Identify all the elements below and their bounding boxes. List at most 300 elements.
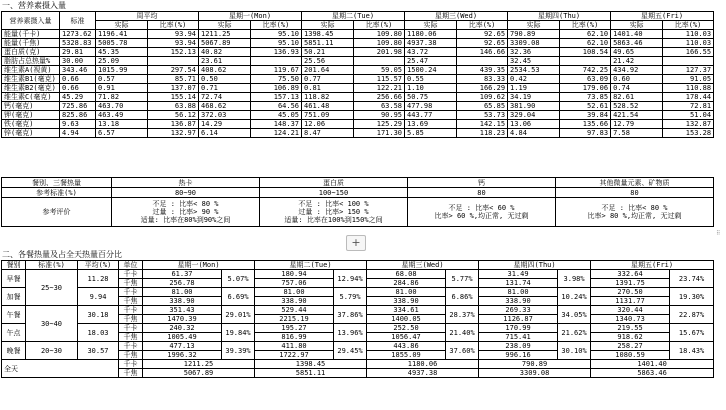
kj-value: 757.06 bbox=[255, 279, 334, 288]
actual-value: 372.03 bbox=[199, 111, 251, 120]
ratio-value: 127.37 bbox=[663, 66, 714, 75]
meal-header: 餐别 bbox=[2, 261, 26, 270]
actual-value: 461.48 bbox=[302, 102, 354, 111]
actual-value: 1196.41 bbox=[96, 30, 148, 39]
ratio-value: 146.66 bbox=[457, 48, 508, 57]
table-row bbox=[2, 48, 714, 57]
actual-subheader: 实际 bbox=[199, 21, 251, 30]
kj-value: 338.90 bbox=[143, 297, 222, 306]
nutrient-name: 维生素C(毫克) bbox=[2, 93, 60, 102]
reference-standard-table bbox=[1, 177, 714, 227]
kcal-value: 334.61 bbox=[367, 306, 446, 315]
actual-value: 6.14 bbox=[199, 129, 251, 138]
pct-value: 29.01% bbox=[222, 306, 255, 324]
actual-value: 1211.25 bbox=[199, 30, 251, 39]
kcal-value: 61.37 bbox=[143, 270, 222, 279]
nutrient-std: 4.94 bbox=[60, 129, 96, 138]
nutrient-name: 维生素B2(毫克) bbox=[2, 84, 60, 93]
ratio-value: 136.93 bbox=[251, 48, 302, 57]
actual-value: 1401.40 bbox=[611, 30, 663, 39]
ratio-value: 62.10 bbox=[560, 39, 611, 48]
day-header: 星期二(Tue) bbox=[302, 12, 405, 21]
day-header: 星期三(Wed) bbox=[405, 12, 508, 21]
kj-value: 131.74 bbox=[479, 279, 558, 288]
actual-subheader: 实际 bbox=[611, 21, 663, 30]
meal-std: 30~40 bbox=[26, 306, 78, 342]
actual-value: 4.84 bbox=[508, 129, 560, 138]
meal-name: 午餐 bbox=[2, 306, 26, 324]
actual-value: 790.89 bbox=[508, 30, 560, 39]
actual-value: 5.85 bbox=[405, 129, 457, 138]
kj-value: 256.78 bbox=[143, 279, 222, 288]
ratio-value: 439.35 bbox=[457, 66, 508, 75]
ratio-value: 90.95 bbox=[354, 111, 405, 120]
kcal-value: 411.80 bbox=[255, 342, 334, 351]
meal-name: 午点 bbox=[2, 324, 26, 342]
actual-value: 25.56 bbox=[302, 57, 354, 66]
ratio-value: 166.29 bbox=[457, 84, 508, 93]
actual-value: 0.57 bbox=[96, 75, 148, 84]
actual-value: 50.75 bbox=[405, 93, 457, 102]
ratio-value: 52.61 bbox=[560, 102, 611, 111]
meal-name: 早餐 bbox=[2, 270, 26, 288]
meal-avg: 30.57 bbox=[78, 342, 119, 360]
day-header: 星期二(Tue) bbox=[255, 261, 367, 270]
ratio-value: 75.50 bbox=[251, 75, 302, 84]
table-row bbox=[2, 84, 714, 93]
nutrient-name: 脂肪占总热量% bbox=[2, 57, 60, 66]
ratio-value: 110.03 bbox=[663, 39, 714, 48]
ref-label: 参考标准(%) bbox=[2, 188, 112, 198]
table-row bbox=[2, 342, 714, 351]
pct-value: 39.39% bbox=[222, 342, 255, 360]
allday-kj: 3309.08 bbox=[479, 369, 591, 378]
calcium-header: 钙 bbox=[408, 178, 556, 188]
ratio-value: 132.97 bbox=[148, 129, 199, 138]
actual-subheader: 实际 bbox=[96, 21, 148, 30]
ratio-value: 136.87 bbox=[148, 120, 199, 129]
ratio-value bbox=[148, 57, 199, 66]
kcal-value: 240.32 bbox=[143, 324, 222, 333]
meal-energy-table bbox=[1, 260, 714, 378]
ratio-value: 142.15 bbox=[457, 120, 508, 129]
unit-kcal: 千卡 bbox=[119, 324, 143, 333]
table-row bbox=[2, 66, 714, 75]
actual-value: 468.62 bbox=[199, 102, 251, 111]
unit-header: 单位 bbox=[119, 261, 143, 270]
table-row bbox=[2, 198, 714, 227]
ratio-value: 95.10 bbox=[251, 30, 302, 39]
allday-kj: 4937.38 bbox=[367, 369, 479, 378]
actual-value: 0.91 bbox=[96, 84, 148, 93]
actual-value: 6.57 bbox=[96, 129, 148, 138]
kcal-value: 81.00 bbox=[255, 288, 334, 297]
kcal-value: 238.09 bbox=[479, 342, 558, 351]
unit-kcal: 千卡 bbox=[119, 360, 143, 369]
kcal-value: 170.99 bbox=[479, 324, 558, 333]
kcal-value: 320.44 bbox=[591, 306, 670, 315]
actual-value: 1180.06 bbox=[405, 30, 457, 39]
meal-avg: 9.94 bbox=[78, 288, 119, 306]
kcal-value: 252.50 bbox=[367, 324, 446, 333]
kcal-value: 477.13 bbox=[143, 342, 222, 351]
ratio-value: 118.23 bbox=[457, 129, 508, 138]
actual-value: 463.70 bbox=[96, 102, 148, 111]
actual-value: 1500.24 bbox=[405, 66, 457, 75]
table-row bbox=[2, 120, 714, 129]
pct-value: 19.30% bbox=[670, 288, 714, 306]
table-subheader-row bbox=[2, 21, 714, 30]
ratio-value: 171.30 bbox=[354, 129, 405, 138]
energy-header: 热卡 bbox=[112, 178, 260, 188]
kcal-value: 332.64 bbox=[591, 270, 670, 279]
nutrient-std: 29.81 bbox=[60, 48, 96, 57]
std-header: 标准 bbox=[60, 12, 96, 30]
actual-value: 25.47 bbox=[405, 57, 457, 66]
actual-value: 32.36 bbox=[508, 48, 560, 57]
allday-kcal: 1180.06 bbox=[367, 360, 479, 369]
nutrient-std: 9.63 bbox=[60, 120, 96, 129]
allday-kj: 5851.11 bbox=[255, 369, 367, 378]
pct-value: 30.10% bbox=[558, 342, 591, 360]
ratio-value: 59.05 bbox=[354, 66, 405, 75]
table-row bbox=[2, 30, 714, 39]
table-row bbox=[2, 324, 714, 333]
ratio-value: 53.73 bbox=[457, 111, 508, 120]
kj-value: 1400.05 bbox=[367, 315, 446, 324]
actual-value: 477.98 bbox=[405, 102, 457, 111]
actual-value: 751.09 bbox=[302, 111, 354, 120]
actual-value: 118.82 bbox=[302, 93, 354, 102]
kj-value: 1056.47 bbox=[367, 333, 446, 342]
kcal-value: 529.44 bbox=[255, 306, 334, 315]
avg-header: 平均(%) bbox=[78, 261, 119, 270]
ratio-value: 110.88 bbox=[663, 84, 714, 93]
add-row-button[interactable]: + bbox=[346, 235, 366, 251]
nutrient-name: 能量(千焦) bbox=[2, 39, 60, 48]
ratio-value: 178.44 bbox=[663, 93, 714, 102]
kj-value: 284.86 bbox=[367, 279, 446, 288]
ratio-value: 51.04 bbox=[663, 111, 714, 120]
ratio-value: 166.55 bbox=[663, 48, 714, 57]
actual-value: 34.19 bbox=[508, 93, 560, 102]
meal-avg: 11.28 bbox=[78, 270, 119, 288]
ref-others: 80 bbox=[556, 188, 714, 198]
actual-value: 1015.99 bbox=[96, 66, 148, 75]
ratio-value: 297.54 bbox=[148, 66, 199, 75]
ratio-value: 124.21 bbox=[251, 129, 302, 138]
actual-value: 8.47 bbox=[302, 129, 354, 138]
ratio-value: 93.94 bbox=[148, 30, 199, 39]
kj-value: 715.41 bbox=[479, 333, 558, 342]
meal-name: 加餐 bbox=[2, 288, 26, 306]
ratio-value: 135.66 bbox=[560, 120, 611, 129]
actual-value: 2534.53 bbox=[508, 66, 560, 75]
day-header: 星期一(Mon) bbox=[143, 261, 255, 270]
table-header-row bbox=[2, 12, 714, 21]
pct-value: 37.86% bbox=[334, 306, 367, 324]
pct-value: 13.96% bbox=[334, 324, 367, 342]
ratio-subheader: 比率(%) bbox=[663, 21, 714, 30]
actual-value: 329.04 bbox=[508, 111, 560, 120]
ratio-value: 109.80 bbox=[354, 30, 405, 39]
ref-calcium: 80 bbox=[408, 188, 556, 198]
nutrient-name: 钾(毫克) bbox=[2, 111, 60, 120]
ratio-value: 152.13 bbox=[148, 48, 199, 57]
actual-value: 21.42 bbox=[611, 57, 663, 66]
ratio-value: 72.81 bbox=[663, 102, 714, 111]
allday-kcal: 790.89 bbox=[479, 360, 591, 369]
edge-marker-icon: ⠿ bbox=[716, 230, 721, 237]
kj-value: 338.90 bbox=[479, 297, 558, 306]
ratio-value: 56.12 bbox=[148, 111, 199, 120]
actual-value: 3309.08 bbox=[508, 39, 560, 48]
pct-value: 21.62% bbox=[558, 324, 591, 342]
actual-value: 12.79 bbox=[611, 120, 663, 129]
actual-value: 45.35 bbox=[96, 48, 148, 57]
pct-value: 6.86% bbox=[446, 288, 479, 306]
actual-value: 463.49 bbox=[96, 111, 148, 120]
pct-value: 29.45% bbox=[334, 342, 367, 360]
pct-value: 6.69% bbox=[222, 288, 255, 306]
kcal-value: 81.00 bbox=[479, 288, 558, 297]
ratio-value: 256.66 bbox=[354, 93, 405, 102]
actual-value: 0.77 bbox=[302, 75, 354, 84]
kcal-value: 81.00 bbox=[367, 288, 446, 297]
kj-value: 1080.59 bbox=[591, 351, 670, 360]
meal-std: 25~30 bbox=[26, 270, 78, 306]
nutrient-std: 343.46 bbox=[60, 66, 96, 75]
pct-value: 28.37% bbox=[446, 306, 479, 324]
kcal-value: 443.86 bbox=[367, 342, 446, 351]
meal-name: 晚餐 bbox=[2, 342, 26, 360]
kj-value: 918.62 bbox=[591, 333, 670, 342]
ratio-value: 179.06 bbox=[560, 84, 611, 93]
actual-value: 25.09 bbox=[96, 57, 148, 66]
day-header: 星期五(Fri) bbox=[611, 12, 714, 21]
eval-others: 不足 : 比率< 80 % 比率> 80 %,均正常, 无过剩 bbox=[556, 198, 714, 227]
unit-kcal: 千卡 bbox=[119, 270, 143, 279]
section2-title: 二、各餐热量及占全天热量百分比 bbox=[2, 250, 122, 259]
actual-value: 12.06 bbox=[302, 120, 354, 129]
actual-value: 72.74 bbox=[199, 93, 251, 102]
nutrient-std: 1273.62 bbox=[60, 30, 96, 39]
kj-value: 1470.39 bbox=[143, 315, 222, 324]
unit-kcal: 千卡 bbox=[119, 288, 143, 297]
meal-avg: 30.18 bbox=[78, 306, 119, 324]
kcal-value: 68.08 bbox=[367, 270, 446, 279]
table-row bbox=[2, 75, 714, 84]
actual-value: 5851.11 bbox=[302, 39, 354, 48]
kj-value: 338.90 bbox=[367, 297, 446, 306]
actual-value: 1.10 bbox=[405, 84, 457, 93]
actual-value: 0.60 bbox=[611, 75, 663, 84]
table-row bbox=[2, 360, 714, 369]
unit-kj: 千焦 bbox=[119, 315, 143, 324]
eval-label: 参考评价 bbox=[2, 198, 112, 227]
ratio-value bbox=[663, 57, 714, 66]
allday-kcal: 1398.45 bbox=[255, 360, 367, 369]
ratio-value bbox=[354, 57, 405, 66]
allday-kj: 5067.89 bbox=[143, 369, 255, 378]
kj-value: 816.99 bbox=[255, 333, 334, 342]
kj-value: 1855.09 bbox=[367, 351, 446, 360]
actual-subheader: 实际 bbox=[302, 21, 354, 30]
kj-value: 1005.49 bbox=[143, 333, 222, 342]
actual-value: 43.72 bbox=[405, 48, 457, 57]
allday-kcal: 1401.40 bbox=[591, 360, 714, 369]
pct-value: 23.74% bbox=[670, 270, 714, 288]
nutrient-name: 能量(千卡) bbox=[2, 30, 60, 39]
actual-value: 14.29 bbox=[199, 120, 251, 129]
nutrient-std: 45.29 bbox=[60, 93, 96, 102]
table-row bbox=[2, 102, 714, 111]
actual-value: 421.54 bbox=[611, 111, 663, 120]
ratio-value: 97.83 bbox=[560, 129, 611, 138]
ratio-subheader: 比率(%) bbox=[560, 21, 611, 30]
actual-value: 381.90 bbox=[508, 102, 560, 111]
table-row bbox=[2, 306, 714, 315]
protein-header: 蛋白质 bbox=[260, 178, 408, 188]
table-row bbox=[2, 288, 714, 297]
nutrient-name: 维生素B1(毫克) bbox=[2, 75, 60, 84]
pct-value: 5.77% bbox=[446, 270, 479, 288]
kcal-value: 180.94 bbox=[255, 270, 334, 279]
eval-protein: 不足 : 比率< 100 % 过量 : 比率> 150 % 适量: 比率在100%到150%之间 bbox=[260, 198, 408, 227]
meal-avg: 18.03 bbox=[78, 324, 119, 342]
ratio-value: 92.65 bbox=[457, 39, 508, 48]
kj-value: 1126.87 bbox=[479, 315, 558, 324]
unit-kcal: 千卡 bbox=[119, 342, 143, 351]
ref-energy: 80~90 bbox=[112, 188, 260, 198]
day-header: 星期五(Fri) bbox=[591, 261, 714, 270]
actual-value: 4937.38 bbox=[405, 39, 457, 48]
day-header: 星期四(Thu) bbox=[479, 261, 591, 270]
ratio-value: 108.54 bbox=[560, 48, 611, 57]
nutrient-std: 0.66 bbox=[60, 75, 96, 84]
ratio-value: 64.56 bbox=[251, 102, 302, 111]
day-header: 星期三(Wed) bbox=[367, 261, 479, 270]
nutrient-name: 钙(毫克) bbox=[2, 102, 60, 111]
actual-value: 0.74 bbox=[611, 84, 663, 93]
allday-kj: 5863.46 bbox=[591, 369, 714, 378]
actual-value: 5005.78 bbox=[96, 39, 148, 48]
kcal-value: 219.55 bbox=[591, 324, 670, 333]
ratio-value: 83.33 bbox=[457, 75, 508, 84]
ratio-value: 63.58 bbox=[354, 102, 405, 111]
actual-value: 82.61 bbox=[611, 93, 663, 102]
actual-subheader: 实际 bbox=[405, 21, 457, 30]
actual-value: 13.18 bbox=[96, 120, 148, 129]
pct-value: 19.84% bbox=[222, 324, 255, 342]
others-header: 其他微量元素、矿物质 bbox=[556, 178, 714, 188]
pct-value: 10.24% bbox=[558, 288, 591, 306]
ratio-value: 122.21 bbox=[354, 84, 405, 93]
nutrient-name: 铁(毫克) bbox=[2, 120, 60, 129]
ratio-value: 93.94 bbox=[148, 39, 199, 48]
unit-kj: 千焦 bbox=[119, 279, 143, 288]
kcal-value: 351.43 bbox=[143, 306, 222, 315]
pct-value: 37.60% bbox=[446, 342, 479, 360]
actual-value: 443.77 bbox=[405, 111, 457, 120]
ratio-value: 137.07 bbox=[148, 84, 199, 93]
actual-value: 0.81 bbox=[302, 84, 354, 93]
kj-value: 1391.75 bbox=[591, 279, 670, 288]
unit-kj: 千焦 bbox=[119, 351, 143, 360]
kcal-value: 31.49 bbox=[479, 270, 558, 279]
actual-value: 5067.89 bbox=[199, 39, 251, 48]
unit-kcal: 千卡 bbox=[119, 306, 143, 315]
table-row bbox=[2, 111, 714, 120]
pct-value: 5.07% bbox=[222, 270, 255, 288]
ratio-subheader: 比率(%) bbox=[148, 21, 199, 30]
nutrient-std: 825.86 bbox=[60, 111, 96, 120]
actual-value: 408.62 bbox=[199, 66, 251, 75]
ratio-value: 92.65 bbox=[457, 30, 508, 39]
allday-kcal: 1211.25 bbox=[143, 360, 255, 369]
actual-value: 434.92 bbox=[611, 66, 663, 75]
actual-value: 7.58 bbox=[611, 129, 663, 138]
pct-value: 34.05% bbox=[558, 306, 591, 324]
pct-value: 3.98% bbox=[558, 270, 591, 288]
param-header: 餐别、三餐热量 bbox=[2, 178, 112, 188]
actual-value: 528.52 bbox=[611, 102, 663, 111]
meal-std: 20~30 bbox=[26, 342, 78, 360]
table-row bbox=[2, 93, 714, 102]
nutrient-name: 锌(毫克) bbox=[2, 129, 60, 138]
kj-value: 1996.32 bbox=[143, 351, 222, 360]
ratio-value: 115.57 bbox=[354, 75, 405, 84]
pct-value: 15.67% bbox=[670, 324, 714, 342]
actual-value: 1.19 bbox=[508, 84, 560, 93]
ratio-value: 155.14 bbox=[148, 93, 199, 102]
actual-value: 1398.45 bbox=[302, 30, 354, 39]
pct-value: 18.43% bbox=[670, 342, 714, 360]
table-row bbox=[2, 129, 714, 138]
table-row bbox=[2, 57, 714, 66]
kj-value: 996.16 bbox=[479, 351, 558, 360]
ratio-value: 119.67 bbox=[251, 66, 302, 75]
pct-value: 21.40% bbox=[446, 324, 479, 342]
ratio-value: 148.37 bbox=[251, 120, 302, 129]
ratio-subheader: 比率(%) bbox=[354, 21, 405, 30]
eval-energy: 不足 : 比率< 80 % 过量 : 比率> 90 % 适量: 比率在80%到90%之间 bbox=[112, 198, 260, 227]
actual-value: 0.71 bbox=[199, 84, 251, 93]
ratio-value: 65.85 bbox=[457, 102, 508, 111]
ratio-value: 39.84 bbox=[560, 111, 611, 120]
kcal-value: 270.50 bbox=[591, 288, 670, 297]
allday-label: 全天 bbox=[2, 360, 119, 378]
actual-value: 40.82 bbox=[199, 48, 251, 57]
ratio-value: 63.88 bbox=[148, 102, 199, 111]
ratio-value: 109.62 bbox=[457, 93, 508, 102]
nutrient-std: 725.86 bbox=[60, 102, 96, 111]
avg-header: 周平均 bbox=[96, 12, 199, 21]
table-row bbox=[2, 270, 714, 279]
kj-value: 1131.77 bbox=[591, 297, 670, 306]
ratio-value: 45.05 bbox=[251, 111, 302, 120]
actual-value: 13.06 bbox=[508, 120, 560, 129]
actual-value: 5863.46 bbox=[611, 39, 663, 48]
ratio-value bbox=[457, 57, 508, 66]
kcal-value: 269.33 bbox=[479, 306, 558, 315]
eval-calcium: 不足 : 比率< 60 % 比率> 60 %,均正常, 无过剩 bbox=[408, 198, 556, 227]
day-header: 星期一(Mon) bbox=[199, 12, 302, 21]
ratio-subheader: 比率(%) bbox=[457, 21, 508, 30]
actual-subheader: 实际 bbox=[508, 21, 560, 30]
ratio-value: 73.85 bbox=[560, 93, 611, 102]
actual-value: 23.61 bbox=[199, 57, 251, 66]
